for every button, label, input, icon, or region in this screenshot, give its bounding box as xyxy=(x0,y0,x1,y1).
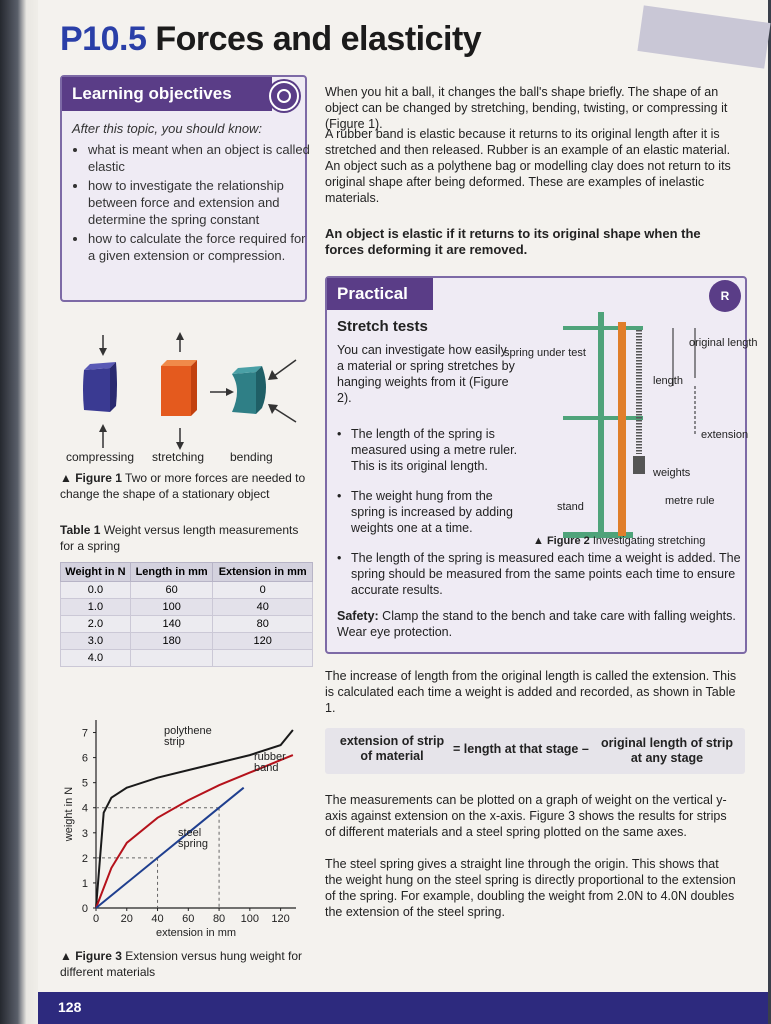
figure3-caption: ▲ Figure 3 Extension versus hung weight for different materials xyxy=(60,949,303,979)
table-cell: 60 xyxy=(130,582,213,599)
figure2-diagram xyxy=(504,308,758,548)
objective-item: • what is meant when an object is called elastic xyxy=(88,141,313,175)
table-row xyxy=(61,650,313,667)
x-tick-label: 60 xyxy=(182,913,195,925)
series-line xyxy=(96,788,244,908)
label-metre-rule: metre rule xyxy=(665,495,715,507)
graph-paragraph: The measurements can be plotted on a graph of weight on the vertical y-axis against extension on the x-axis. Figure 3 shows the results for strips of different materials and a steel spring plotted on the same axes. xyxy=(325,793,727,839)
table-cell: 3.0 xyxy=(61,633,131,650)
learning-objectives-box xyxy=(60,75,310,302)
figure1-caption-text: Two or more forces are needed to change the shape of a stationary object xyxy=(60,471,306,501)
figure1-caption: ▲ Figure 1 Two or more forces are needed to change the shape of a stationary object xyxy=(60,471,306,501)
practical-bullet: • The length of the spring is measured using a metre ruler. This is its original length. xyxy=(337,426,529,474)
series-label: band xyxy=(254,762,279,774)
series-label: spring xyxy=(178,838,208,850)
practical-box xyxy=(325,276,758,654)
label-original-length: original length xyxy=(689,337,758,349)
y-tick-label: 4 xyxy=(81,802,88,815)
extension-equation xyxy=(325,728,745,774)
extension-paragraph: The increase of length from the original length is called the extension. This is calculated each time a weight is added and recorded, as shown in Table 1. xyxy=(325,669,737,715)
figure3-chart xyxy=(60,708,310,948)
practical-bullet: • The weight hung from the spring is increased by adding weights one at a time. xyxy=(337,488,529,536)
metre-rule xyxy=(618,322,626,536)
objective-item: • how to investigate the relationship between force and extension and determine the spring constant xyxy=(88,177,313,228)
x-tick-label: 100 xyxy=(240,913,260,925)
practical-safety xyxy=(337,608,737,640)
table-header: Weight in N xyxy=(61,563,131,582)
table-cell: 100 xyxy=(130,599,213,616)
equation-middle: = length at that stage – xyxy=(453,742,589,756)
series-label: steel xyxy=(178,827,202,839)
table-header-row xyxy=(61,563,313,582)
stretching-block xyxy=(161,332,197,450)
label-spring: spring under test xyxy=(504,347,586,359)
table-row xyxy=(61,599,313,616)
table1-caption-text: Weight versus length measurements for a spring xyxy=(60,523,299,553)
x-tick-label: 20 xyxy=(120,913,133,925)
label-length: length xyxy=(653,375,683,387)
x-tick-label: 80 xyxy=(212,913,226,925)
y-tick-label: 7 xyxy=(81,727,88,740)
practical-badge-text: R xyxy=(720,289,730,303)
objective-item: • how to calculate the force required for a given extension or compression. xyxy=(88,230,313,264)
target-icon xyxy=(269,81,299,111)
learning-objectives-intro: After this topic, you should know: xyxy=(72,121,263,136)
table-cell: 140 xyxy=(130,616,213,633)
topic-title: Forces and elasticity xyxy=(155,20,482,58)
x-tick-label: 40 xyxy=(151,913,164,925)
x-axis-label: extension in mm xyxy=(155,927,237,939)
y-tick-label: 5 xyxy=(81,777,88,790)
table1-caption xyxy=(60,522,310,554)
practical-bullet: • The length of the spring is measured each time a weight is added. The spring should be measured from the same points each time to ensure accurate results. xyxy=(337,550,741,598)
topic-code: P10.5 xyxy=(60,20,147,58)
weight-stack xyxy=(633,456,645,474)
label-extension: extension xyxy=(701,429,749,441)
table-cell: 120 xyxy=(213,633,313,650)
table-cell: 1.0 xyxy=(61,599,131,616)
y-axis-label: weight in N xyxy=(63,786,75,842)
page-footer-bar xyxy=(38,992,768,1024)
key-statement: An object is elastic if it returns to its original shape when the forces deforming it are removed. xyxy=(325,226,701,257)
table-cell: 80 xyxy=(213,616,313,633)
label-bending: bending xyxy=(230,450,273,464)
table-cell: 0.0 xyxy=(61,582,131,599)
figure3-caption-label: Figure 3 xyxy=(75,949,122,963)
label-compressing: compressing xyxy=(66,450,135,464)
figure2-caption-text: Investigating stretching xyxy=(592,535,706,547)
y-tick-label: 0 xyxy=(81,903,88,915)
weight-length-table xyxy=(60,562,313,667)
page-title xyxy=(60,20,481,59)
table-cell: 0 xyxy=(213,582,313,599)
table-cell: 40 xyxy=(213,599,313,616)
learning-objectives-title: Learning objectives xyxy=(62,77,272,111)
safety-text: Clamp the stand to the bench and take care with falling weights. Wear eye protection. xyxy=(337,609,736,639)
label-weights: weights xyxy=(653,467,691,479)
bending-block xyxy=(210,360,296,422)
practical-intro: You can investigate how easily a material or spring stretches by hanging weights from it (Figure 2). xyxy=(337,343,515,405)
figure1-caption-label: Figure 1 xyxy=(75,471,122,485)
table-row xyxy=(61,633,313,650)
series-label: strip xyxy=(164,736,185,748)
figure2-caption: ▲ Figure 2 Investigating stretching xyxy=(533,535,706,547)
compressing-block xyxy=(83,335,117,448)
steel-paragraph: The steel spring gives a straight line through the origin. This shows that the weight hung on the steel spring is directly proportional to the extension of the spring. For example, doubling the weight from 2.0N to 4.0N doubles the extension of the steel spring. xyxy=(325,857,736,919)
y-tick-label: 3 xyxy=(81,827,88,840)
practical-title: Practical xyxy=(327,278,433,310)
table-header: Length in mm xyxy=(130,563,213,582)
learning-objectives-list xyxy=(72,141,313,266)
equation-left: extension of strip of material xyxy=(339,734,445,763)
x-tick-label: 120 xyxy=(271,913,290,925)
table-cell: 2.0 xyxy=(61,616,131,633)
equation-right: original length of strip at any stage xyxy=(601,736,733,765)
figure3-caption-text: Extension versus hung weight for different materials xyxy=(60,949,303,979)
safety-label: Safety: xyxy=(337,609,379,623)
table-row xyxy=(61,616,313,633)
intro-paragraph-1: When you hit a ball, it changes the ball's shape briefly. The shape of an object can be changed by stretching, bending, twisting, or compressing it (Figure 1). xyxy=(325,85,728,131)
page-number: 128 xyxy=(58,999,82,1015)
table1-caption-label: Table 1 xyxy=(60,523,101,537)
table-cell xyxy=(130,650,213,667)
y-tick-label: 1 xyxy=(81,877,88,890)
table-cell: 4.0 xyxy=(61,650,131,667)
label-stand: stand xyxy=(557,501,584,513)
y-tick-label: 6 xyxy=(81,752,88,765)
table-cell xyxy=(213,650,313,667)
intro-paragraph-2: A rubber band is elastic because it returns to its original length after it is stretched and then released. Rubber is an example of an elastic material. An object such as a polythene bag or modelling clay does not return to its original shape after being deformed. These are examples of inelastic materials. xyxy=(325,127,731,205)
figure2-caption-label: Figure 2 xyxy=(546,535,590,547)
x-tick-label: 0 xyxy=(92,913,100,925)
series-label: polythene xyxy=(164,725,212,737)
table-cell: 180 xyxy=(130,633,213,650)
table-header: Extension in mm xyxy=(213,563,313,582)
y-tick-label: 2 xyxy=(81,852,88,865)
table-row xyxy=(61,582,313,599)
practical-subtitle: Stretch tests xyxy=(337,318,428,335)
series-label: rubber xyxy=(254,751,286,763)
label-stretching: stretching xyxy=(152,450,205,464)
